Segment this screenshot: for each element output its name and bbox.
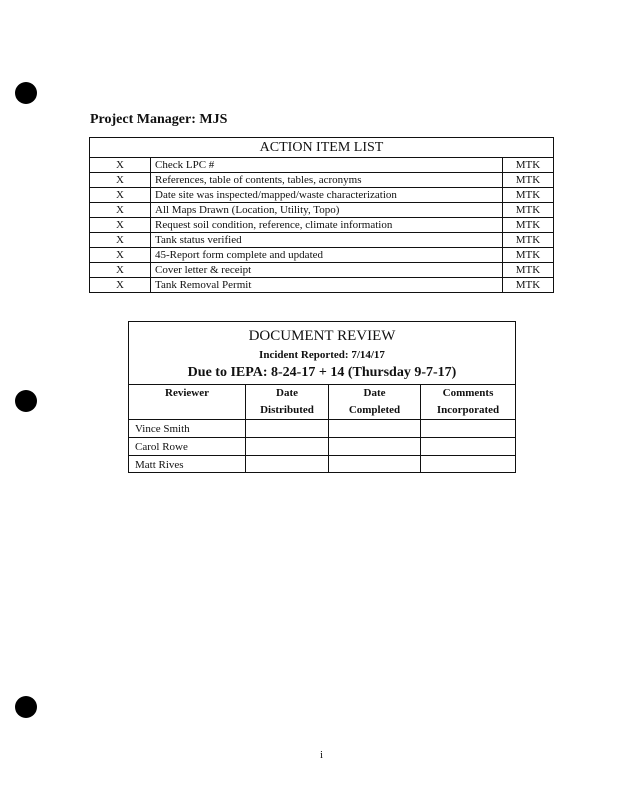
action-item-initials: MTK [503, 218, 554, 233]
comments-incorporated-header: Comments Incorporated [421, 385, 516, 420]
action-item-row [90, 278, 554, 293]
reviewer-row [129, 456, 515, 474]
action-item-task: Request soil condition, reference, climate information [151, 218, 503, 233]
action-item-task: Date site was inspected/mapped/waste characterization [151, 188, 503, 203]
action-item-initials: MTK [503, 233, 554, 248]
action-item-table [89, 137, 554, 293]
completion-mark: X [90, 278, 151, 293]
review-table [129, 384, 515, 473]
page-number: i [320, 749, 324, 761]
action-item-task: Check LPC # [151, 158, 503, 173]
action-item-initials: MTK [503, 278, 554, 293]
binder-hole [15, 696, 37, 718]
reviewer-header: Reviewer [129, 385, 246, 420]
action-item-row [90, 158, 554, 173]
action-item-initials: MTK [503, 203, 554, 218]
binder-hole [15, 390, 37, 412]
action-item-row [90, 248, 554, 263]
action-item-initials: MTK [503, 158, 554, 173]
comments-incorporated-cell [421, 420, 516, 438]
completion-mark: X [90, 263, 151, 278]
action-item-row [90, 203, 554, 218]
document-review-box [128, 321, 516, 473]
action-item-row [90, 233, 554, 248]
reviewer-row [129, 420, 515, 438]
date-distributed-cell [246, 420, 329, 438]
date-completed-cell [329, 456, 421, 474]
date-completed-cell [329, 420, 421, 438]
date-completed-cell [329, 438, 421, 456]
action-item-initials: MTK [503, 173, 554, 188]
action-item-task: References, table of contents, tables, acronyms [151, 173, 503, 188]
action-item-initials: MTK [503, 188, 554, 203]
iepa-due-date: Due to IEPA: 8-24-17 + 14 (Thursday 9-7-17) [187, 365, 457, 380]
project-manager-label: Project Manager: MJS [90, 112, 228, 127]
completion-mark: X [90, 188, 151, 203]
date-completed-header: Date Completed [329, 385, 421, 420]
binder-hole [15, 82, 37, 104]
date-distributed-cell [246, 456, 329, 474]
action-item-row [90, 218, 554, 233]
action-item-task: 45-Report form complete and updated [151, 248, 503, 263]
completion-mark: X [90, 158, 151, 173]
action-item-task: All Maps Drawn (Location, Utility, Topo) [151, 203, 503, 218]
completion-mark: X [90, 248, 151, 263]
review-title: DOCUMENT REVIEW [248, 328, 396, 344]
reviewer-name: Vince Smith [129, 420, 246, 438]
action-item-initials: MTK [503, 263, 554, 278]
completion-mark: X [90, 173, 151, 188]
action-item-initials: MTK [503, 248, 554, 263]
reviewer-name: Carol Rowe [129, 438, 246, 456]
action-item-row [90, 188, 554, 203]
action-item-row [90, 263, 554, 278]
completion-mark: X [90, 203, 151, 218]
date-distributed-cell [246, 438, 329, 456]
date-distributed-header: Date Distributed [246, 385, 329, 420]
action-item-task: Cover letter & receipt [151, 263, 503, 278]
incident-reported-date: Incident Reported: 7/14/17 [259, 349, 385, 361]
reviewer-name: Matt Rives [129, 456, 246, 474]
action-list-title: ACTION ITEM LIST [90, 138, 554, 158]
action-item-task: Tank Removal Permit [151, 278, 503, 293]
completion-mark: X [90, 218, 151, 233]
comments-incorporated-cell [421, 456, 516, 474]
action-item-row [90, 173, 554, 188]
comments-incorporated-cell [421, 438, 516, 456]
action-item-task: Tank status verified [151, 233, 503, 248]
completion-mark: X [90, 233, 151, 248]
reviewer-row [129, 438, 515, 456]
